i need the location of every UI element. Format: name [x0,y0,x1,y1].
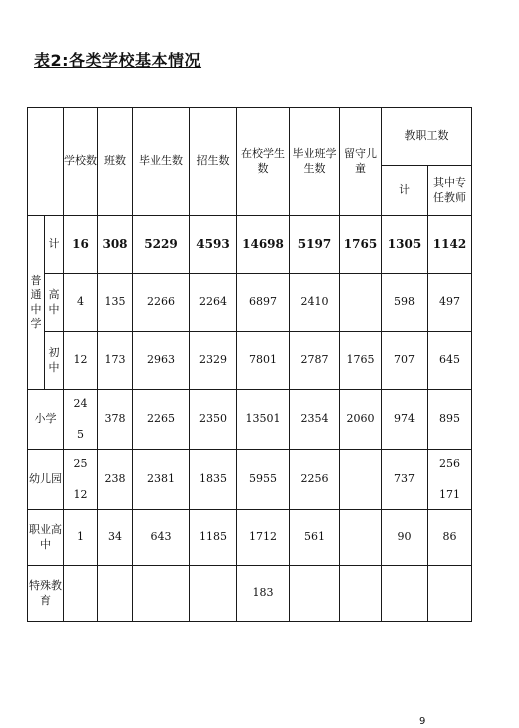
sub-junior-label: 初中 [45,332,64,390]
table-row [28,390,472,450]
table-cell: 1185 [190,510,237,566]
table-cell: 2256 [290,450,340,510]
table-cell: 90 [382,510,428,566]
table-cell: 238 [98,450,133,510]
table-row [28,274,472,332]
header-left-behind: 留守儿童 [340,108,382,216]
page-number: 9 [419,716,426,727]
table-cell: 1712 [237,510,290,566]
table-cell [98,566,133,622]
split-cell [428,457,471,503]
table-cell: 1 [64,510,98,566]
row-label-kindergarten: 幼儿园 [28,450,64,510]
table-cell: 2381 [133,450,190,510]
table-cell [340,510,382,566]
row-label-special: 特殊教育 [28,566,64,622]
header-staff: 教职工数 [382,108,472,166]
table-cell [428,566,472,622]
table-cell: 707 [382,332,428,390]
table-cell: 173 [98,332,133,390]
table-cell: 2350 [190,390,237,450]
table-cell: 6897 [237,274,290,332]
table-row [28,332,472,390]
table-cell: 974 [382,390,428,450]
table-cell: 643 [133,510,190,566]
table-cell: 1142 [428,216,472,274]
table-cell [64,566,98,622]
table-cell [382,566,428,622]
header-row-1 [28,108,472,166]
table-cell-part: 171 [439,488,460,502]
table-cell [133,566,190,622]
table-cell: 135 [98,274,133,332]
header-graduating: 毕业班学生数 [290,108,340,216]
table-cell: 7801 [237,332,290,390]
split-cell [64,457,97,503]
header-students: 在校学生数 [237,108,290,216]
table-cell-part: 25 [73,456,88,470]
table-row [28,510,472,566]
header-classes: 班数 [98,108,133,216]
table-cell: 183 [237,566,290,622]
row-label-primary: 小学 [28,390,64,450]
header-schools: 学校数 [64,108,98,216]
table-row [28,450,472,510]
table-cell: 308 [98,216,133,274]
table-cell [64,390,98,450]
group-general-middle-label: 普通中学 [28,216,45,390]
table-cell: 561 [290,510,340,566]
table-cell: 1835 [190,450,237,510]
corner-cell [28,108,64,216]
table-cell: 1765 [340,332,382,390]
table-cell: 4 [64,274,98,332]
table-cell: 34 [98,510,133,566]
table-cell: 598 [382,274,428,332]
table-cell: 5229 [133,216,190,274]
table-cell [190,566,237,622]
table-cell: 12 [64,332,98,390]
table-row [28,216,472,274]
row-label-vocational: 职业高中 [28,510,64,566]
table-cell: 2410 [290,274,340,332]
table-cell: 645 [428,332,472,390]
table-cell [340,274,382,332]
table-cell [290,566,340,622]
table-cell: 2963 [133,332,190,390]
table-cell: 13501 [237,390,290,450]
table-cell: 1305 [382,216,428,274]
table-cell: 16 [64,216,98,274]
table-cell: 14698 [237,216,290,274]
split-cell [64,397,97,443]
table-cell: 2264 [190,274,237,332]
table-cell: 497 [428,274,472,332]
table-cell: 5955 [237,450,290,510]
table-cell-part: 24 [73,396,88,410]
table-cell: 2266 [133,274,190,332]
school-stats-table [27,107,472,622]
sub-total-label: 计 [45,216,64,274]
table-cell [340,450,382,510]
table-row [28,566,472,622]
table-cell [64,450,98,510]
table-cell: 2060 [340,390,382,450]
header-teachers: 其中专任教师 [428,166,472,216]
table-cell: 1765 [340,216,382,274]
table-cell: 4593 [190,216,237,274]
table-cell-part: 256 [439,456,460,470]
table-cell-part: 12 [73,488,88,502]
table-cell: 2354 [290,390,340,450]
sub-high-label: 高中 [45,274,64,332]
table-cell-part: 5 [77,428,84,442]
table-cell [428,450,472,510]
table-cell: 737 [382,450,428,510]
table-cell: 2329 [190,332,237,390]
table-cell: 895 [428,390,472,450]
table-cell [340,566,382,622]
table-cell: 2787 [290,332,340,390]
table-cell: 86 [428,510,472,566]
table-cell: 5197 [290,216,340,274]
table-cell: 378 [98,390,133,450]
header-staff-total: 计 [382,166,428,216]
header-enrollment: 招生数 [190,108,237,216]
table-cell: 2265 [133,390,190,450]
page-title: 表2:各类学校基本情况 [34,51,202,70]
header-graduates: 毕业生数 [133,108,190,216]
